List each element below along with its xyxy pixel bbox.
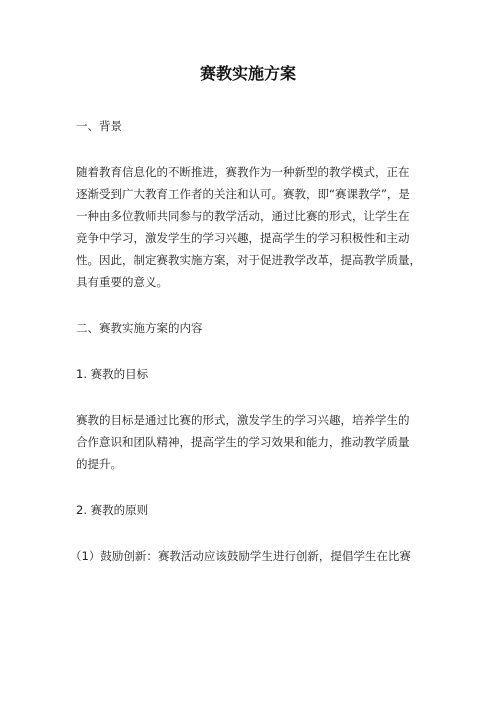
paragraph-line: 竞争中学习，激发学生的学习兴趣，提高学生的学习积极性和主动 — [76, 231, 410, 245]
paragraph-line: 具有重要的意义。 — [76, 275, 168, 289]
subsection-heading-goals: 1. 赛教的目标 — [76, 367, 149, 381]
paragraph-line: （1）鼓励创新：赛教活动应该鼓励学生进行创新，提倡学生在比赛 — [70, 549, 411, 563]
paragraph-line: 一种由多位教师共同参与的教学活动，通过比赛的形式，让学生在 — [76, 209, 410, 223]
paragraph-line: 性。因此，制定赛教实施方案，对于促进教学改革，提高教学质量， — [76, 253, 421, 267]
section-heading-background: 一、背景 — [76, 119, 122, 133]
document-title: 赛教实施方案 — [199, 64, 296, 83]
paragraph-line: 逐渐受到广大教育工作者的关注和认可。赛教，即“赛课教学”，是 — [76, 187, 410, 201]
paragraph-line: 随着教育信息化的不断推进，赛教作为一种新型的教学模式，正在 — [76, 165, 410, 179]
paragraph-line: 的提升。 — [76, 457, 122, 471]
paragraph-line: 赛教的目标是通过比赛的形式，激发学生的学习兴趣，培养学生的 — [76, 413, 410, 427]
paragraph-line: 合作意识和团队精神，提高学生的学习效果和能力，推动教学质量 — [76, 435, 410, 449]
subsection-heading-principles: 2. 赛教的原则 — [76, 503, 149, 517]
section-heading-content: 二、赛教实施方案的内容 — [76, 321, 203, 335]
